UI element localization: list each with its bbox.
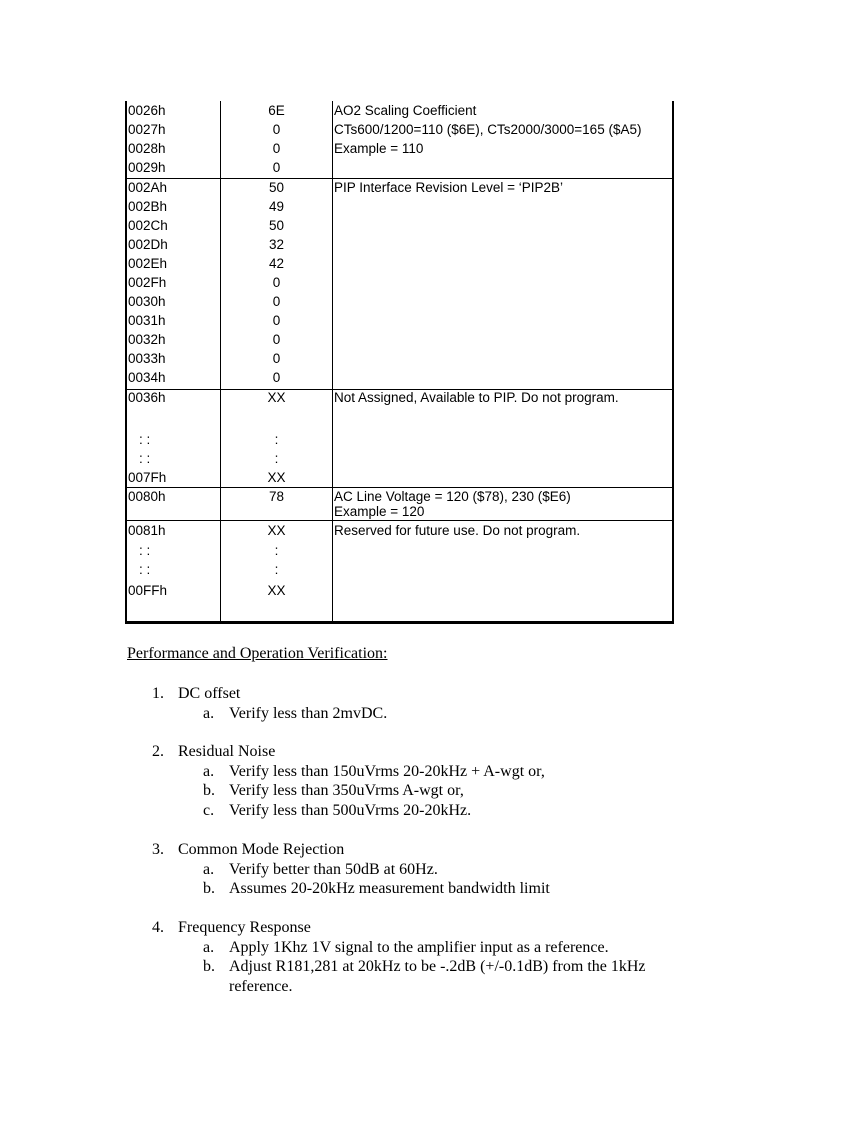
register-value: 0 [272,160,281,175]
register-address: 0029h [128,160,166,175]
register-address: 002Ch [128,218,168,233]
register-value: XX [267,470,286,485]
register-address-ellipsis: : : [139,562,151,577]
register-address-ellipsis: : : [139,451,151,466]
register-value: 0 [272,122,281,137]
register-description: AO2 Scaling Coefficient [334,103,477,118]
sublist-letter: b. [203,782,215,799]
column-divider [332,101,333,621]
register-address: 002Dh [128,237,168,252]
register-value: XX [267,390,286,405]
register-address: 0033h [128,351,166,366]
register-address-ellipsis: : : [139,543,151,558]
list-item-title: Common Mode Rejection [178,841,345,858]
register-address: 007Fh [128,470,167,485]
register-description: Reserved for future use. Do not program. [334,523,581,538]
sublist-text: Verify less than 2mvDC. [229,705,388,722]
register-value: 32 [268,237,285,252]
list-item-title: Frequency Response [178,919,311,936]
sublist-text: Verify less than 150uVrms 20-20kHz + A-wgt or, [229,763,545,780]
sublist-letter: a. [203,939,215,956]
sublist-text: Assumes 20-20kHz measurement bandwidth limit [229,880,550,897]
sublist-letter: a. [203,861,215,878]
register-value: 50 [268,218,285,233]
list-number: 3. [152,841,164,858]
section-heading: Performance and Operation Verification: [127,645,388,662]
register-value: 49 [268,199,285,214]
register-value: XX [267,523,286,538]
sublist-letter: b. [203,958,215,975]
register-value-ellipsis: : [274,451,279,466]
register-address: 0032h [128,332,166,347]
register-address: 002Eh [128,256,168,271]
register-address-ellipsis: : : [139,432,151,447]
list-number: 4. [152,919,164,936]
row-divider [127,178,672,179]
register-address: 0028h [128,141,166,156]
register-address: 0030h [128,294,166,309]
register-value: 0 [272,370,281,385]
register-value-ellipsis: : [274,562,279,577]
register-value: 0 [272,313,281,328]
register-address: 0027h [128,122,166,137]
register-address: 002Fh [128,275,167,290]
register-address: 0031h [128,313,166,328]
sublist-letter: a. [203,763,215,780]
register-value: 0 [272,332,281,347]
sublist-text: Adjust R181,281 at 20kHz to be -.2dB (+/-0.1dB) from the 1kHz [229,958,646,975]
register-address: 0036h [128,390,166,405]
register-value: XX [267,583,286,598]
register-address: 00FFh [128,583,168,598]
register-description: AC Line Voltage = 120 ($78), 230 ($E6) [334,489,571,504]
register-value: 78 [268,489,285,504]
register-value: 42 [268,256,285,271]
sublist-letter: b. [203,880,215,897]
register-address: 0080h [128,489,166,504]
register-table [125,101,674,624]
row-divider [127,520,672,521]
register-value: 0 [272,141,281,156]
register-value: 0 [272,351,281,366]
register-description: Example = 120 [334,504,425,519]
sublist-letter: a. [203,705,215,722]
sublist-letter: c. [203,802,215,819]
register-description: PIP Interface Revision Level = ‘PIP2B’ [334,180,563,195]
list-number: 1. [152,685,164,702]
register-value-ellipsis: : [274,543,279,558]
register-address: 0034h [128,370,166,385]
sublist-text-continuation: reference. [229,978,293,995]
register-value: 0 [272,294,281,309]
register-value-ellipsis: : [274,432,279,447]
register-address: 002Ah [128,180,168,195]
register-address: 002Bh [128,199,168,214]
register-address: 0026h [128,103,166,118]
row-divider [127,487,672,488]
sublist-text: Apply 1Khz 1V signal to the amplifier input as a reference. [229,939,609,956]
sublist-text: Verify less than 500uVrms 20-20kHz. [229,802,472,819]
sublist-text: Verify better than 50dB at 60Hz. [229,861,438,878]
list-item-title: DC offset [178,685,241,702]
register-address: 0081h [128,523,166,538]
register-value: 6E [268,103,285,118]
list-item-title: Residual Noise [178,743,276,760]
register-description: Not Assigned, Available to PIP. Do not program. [334,390,619,405]
register-value: 0 [272,275,281,290]
list-number: 2. [152,743,164,760]
sublist-text: Verify less than 350uVrms A-wgt or, [229,782,464,799]
register-description: CTs600/1200=110 ($6E), CTs2000/3000=165 ($A5) [334,122,642,137]
register-value: 50 [268,180,285,195]
register-description: Example = 110 [334,141,424,156]
